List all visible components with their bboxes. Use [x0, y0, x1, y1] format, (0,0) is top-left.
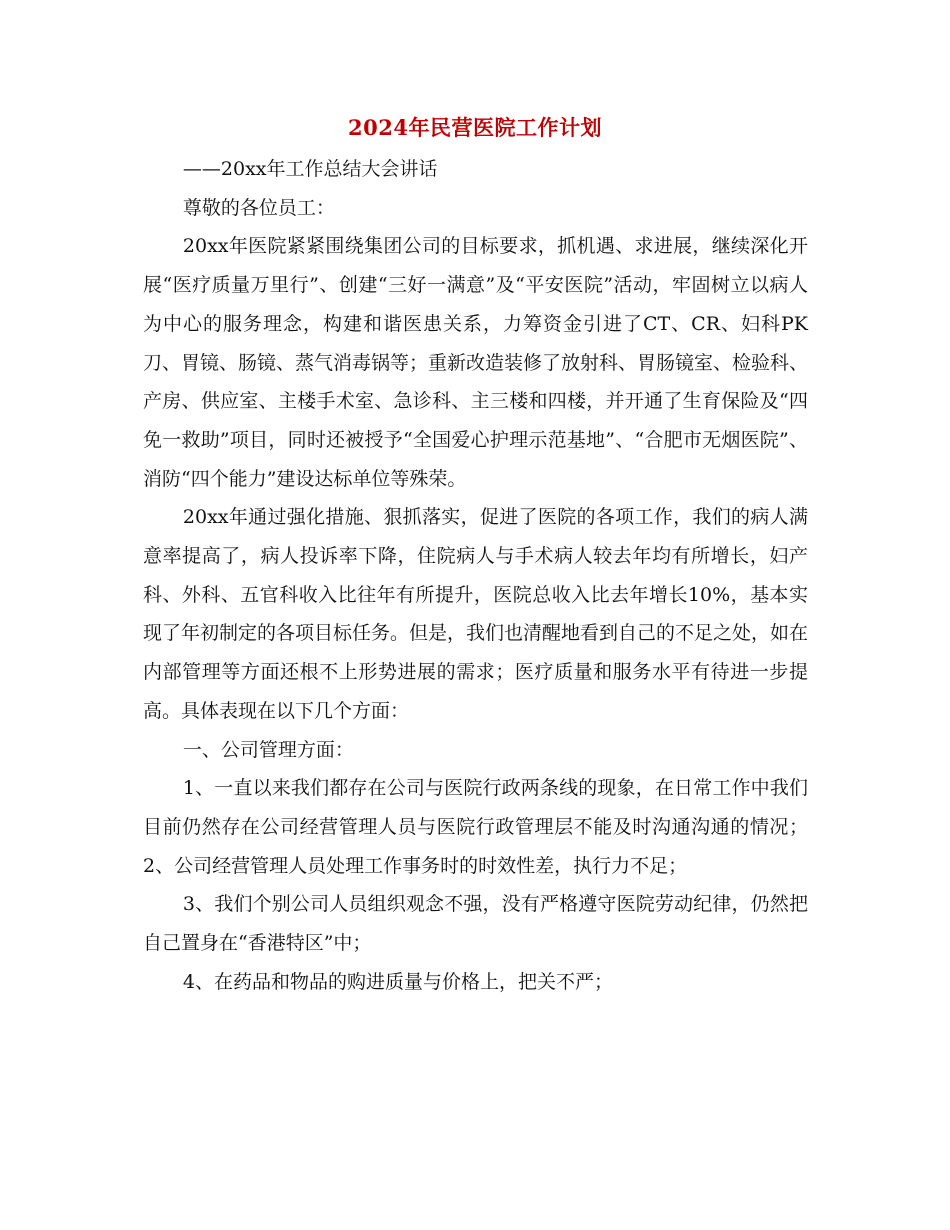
body-paragraph: 20xx年通过强化措施、狠抓落实，促进了医院的各项工作，我们的病人满意率提高了，病人投诉率下降，住院病人与手术病人较去年均有所增长，妇产科、外科、五官科收入比往年有所提升，医院总收入比去年增长10%，基本实现了年初制定的各项目标任务。但是，我们也清醒地看到自己的不足之处，如在内部管理等方面还根不上形势进展的需求；医疗质量和服务水平有待进一步提高。具体表现在以下几个方面： [143, 506, 809, 722]
subtitle-paragraph: ——20xx年工作总结大会讲话 [182, 158, 438, 180]
body-paragraph: 3、我们个别公司人员组织观念不强，没有严格遵守医院劳动纪律，仍然把自己置身在“香港特区”中； [143, 893, 808, 955]
body-paragraph: 4、在药品和物品的购进质量与价格上，把关不严； [182, 970, 613, 993]
body-paragraph: 20xx年医院紧紧围绕集团公司的目标要求，抓机遇、求进展，继续深化开展“医疗质量万里行”、创建“三好一满意”及“平安医院”活动，牢固树立以病人为中心的服务理念，构建和谐医患关系，力筹资金引进了CT、CR、妇科PK刀、胃镜、肠镜、蒸气消毒锅等；重新改造装修了放射科、胃肠镜室、检验科、产房、供应室、主楼手术室、急诊科、主三楼和四楼，并开通了生育保险及“四免一救助”项目，同时还被授予“全国爱心护理示范基地”、“合肥市无烟医院”、消防“四个能力”建设达标单位等殊荣。 [143, 235, 809, 490]
section-heading: 一、公司管理方面： [182, 738, 354, 761]
document-body [143, 150, 808, 1001]
document-title: 2024年民营医院工作计划 [348, 115, 602, 140]
body-paragraph: 1、一直以来我们都存在公司与医院行政两条线的现象，在日常工作中我们目前仍然存在公司经营管理人员与医院行政管理层不能及时沟通沟通的情况；2、公司经营管理人员处理工作事务时的时效性差，执行力不足； [143, 777, 808, 877]
salutation-paragraph: 尊敬的各位员工： [182, 196, 335, 219]
